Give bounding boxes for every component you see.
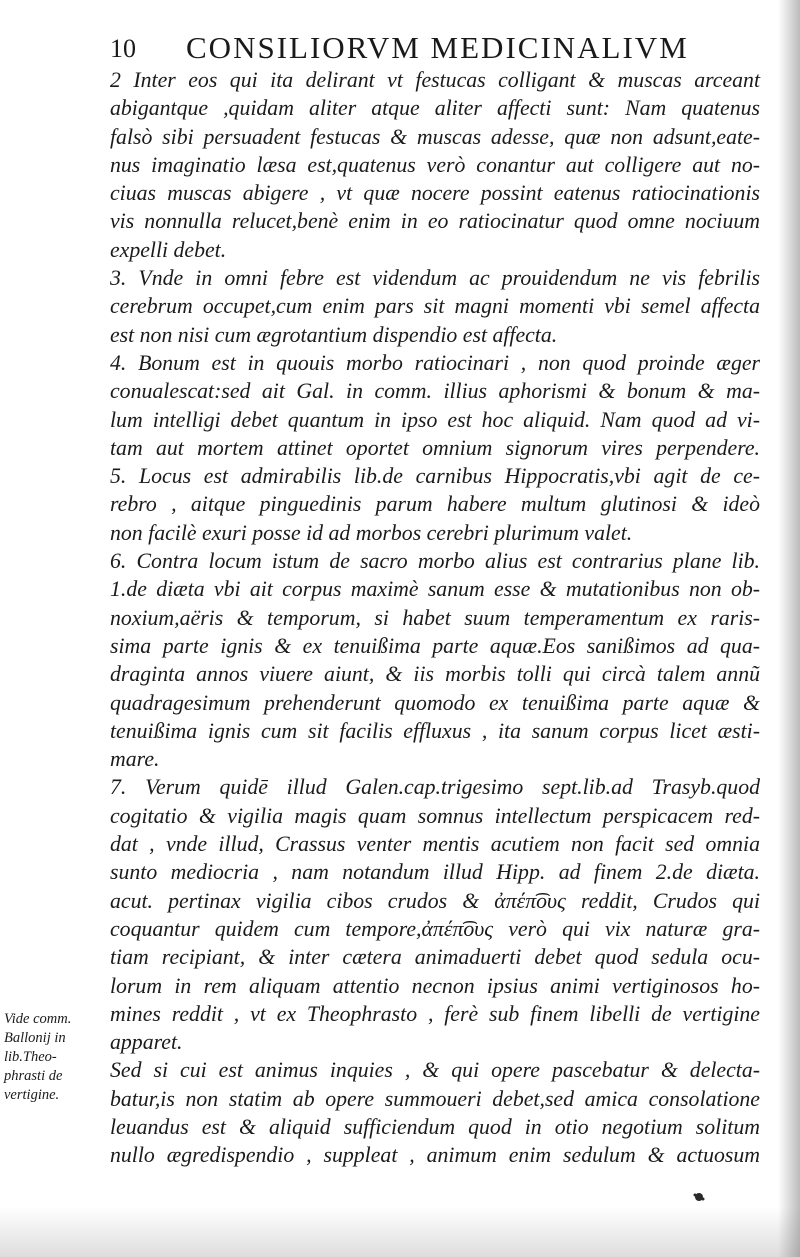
text-line: lum intelligi debet quantum in ipso est hoc aliquid. Nam quod ad vi- <box>110 407 760 432</box>
text-line: conualescat:sed ait Gal. in comm. illius aphorismi & bonum & ma- <box>110 379 760 404</box>
text-line: ciuas muscas abigere , vt quæ nocere possint eatenus ratiocinationis <box>110 181 760 206</box>
margin-note-line: Vide comm. <box>4 1011 72 1027</box>
text-line: cogitatio & vigilia magis quam somnus intellectum perspicacem red- <box>110 803 760 828</box>
margin-note <box>4 1010 104 1105</box>
text-line: 6. Contra locum istum de sacro morbo alius est contrarius plane lib. <box>110 549 760 574</box>
text-line: abigantque ,quidam aliter atque aliter affecti sunt: Nam quatenus <box>110 96 760 121</box>
text-line: nullo ægredispendio , suppleat , animum enim sedulum & actuosum <box>110 1143 760 1168</box>
text-line: draginta annos viuere aiunt, & iis morbis tolli qui circà talem annũ <box>110 662 760 687</box>
text-line: Sed si cui est animus inquies , & qui opere pascebatur & delecta- <box>110 1058 760 1083</box>
text-line: tam aut mortem attinet oportet omnium signorum vires perpendere. <box>110 435 760 460</box>
text-line: tiam recipiant, & inter cætera animaduerti debet quod sedula ocu- <box>110 945 760 970</box>
text-line: sima parte ignis & ex tenuißima parte aquæ.Eos sanißimos ad qua- <box>110 633 760 658</box>
text-line: noxium,aëris & temporum, si habet suum temperamentum ex raris- <box>110 605 760 630</box>
body-text <box>110 66 760 1170</box>
text-line: 7. Verum quidē illud Galen.cap.trigesimo sept.lib.ad Trasyb.quod <box>110 775 760 800</box>
text-line: 1.de diæta vbi ait corpus maximè sanum esse & mutationibus non ob- <box>110 577 760 602</box>
ink-blot-icon <box>692 1190 706 1204</box>
text-line: vis nonnulla relucet,benè enim in eo ratiocinatur quod omne nociuum <box>110 209 760 234</box>
running-title: CONSILIORVM MEDICINALIVM <box>186 30 689 65</box>
text-line: quadragesimum prehenderunt quomodo ex tenuißima parte aquæ & <box>110 690 760 715</box>
text-line: dat , vnde illud, Crassus venter mentis acutiem non facit sed omnia <box>110 832 760 857</box>
page-bottom-shadow <box>0 1207 800 1257</box>
text-line: 3. Vnde in omni febre est videndum ac prouidendum ne vis febrilis <box>110 266 760 291</box>
text-line: falsò sibi persuadent festucas & muscas adesse, quæ non adsunt,eate- <box>110 124 760 149</box>
text-line: acut. pertinax vigilia cibos crudos & ἀπέπ͡ους reddit, Crudos qui <box>110 888 760 913</box>
text-line: rebro , aitque pinguedinis parum habere multum glutinosi & ideò <box>110 492 760 517</box>
text-line: expelli debet. <box>110 237 227 262</box>
margin-note-line: lib.Theo- <box>4 1049 57 1065</box>
margin-note-line: Ballonij in <box>4 1030 66 1046</box>
margin-note-line: phrasti de <box>4 1068 63 1084</box>
text-line: sunto mediocria , nam notandum illud Hipp. ad finem 2.de diæta. <box>110 860 760 885</box>
text-line: batur,is non statim ab opere summoueri debet,sed amica consolatione <box>110 1086 760 1111</box>
text-line: nus imaginatio læsa est,quatenus verò conantur aut colligere aut no- <box>110 152 760 177</box>
text-line: lorum in rem aliquam attentio necnon ipsius animi vertiginosos ho- <box>110 973 760 998</box>
page-number: 10 <box>110 34 136 63</box>
text-line: 4. Bonum est in quouis morbo ratiocinari , non quod proinde æger <box>110 350 760 375</box>
text-line: mines reddit , vt ex Theophrasto , ferè sub finem libelli de vertigine <box>110 1001 760 1026</box>
text-line: non facilè exuri posse id ad morbos cerebri plurimum valet. <box>110 520 633 545</box>
text-line: leuandus est & aliquid sufficiendum quod in otio negotium solitum <box>110 1114 760 1139</box>
text-line: cerebrum occupet,cum enim pars sit magni momenti vbi semel affecta <box>110 294 760 319</box>
text-line: 2 Inter eos qui ita delirant vt festucas colligant & muscas arceant <box>110 68 760 92</box>
text-line: coquantur quidem cum tempore,ἀπέπ͡ους verò qui vix naturæ gra- <box>110 916 760 941</box>
text-line: tenuißima ignis cum sit facilis effluxus , ita sanum corpus licet æsti- <box>110 718 760 743</box>
text-line: est non nisi cum ægrotantium dispendio est affecta. <box>110 322 558 347</box>
text-line: 5. Locus est admirabilis lib.de carnibus Hippocratis,vbi agit de ce- <box>110 464 760 489</box>
text-line: apparet. <box>110 1030 183 1055</box>
margin-note-line: vertigine. <box>4 1087 60 1103</box>
text-line: mare. <box>110 747 160 772</box>
page-edge-shadow <box>778 0 800 1257</box>
